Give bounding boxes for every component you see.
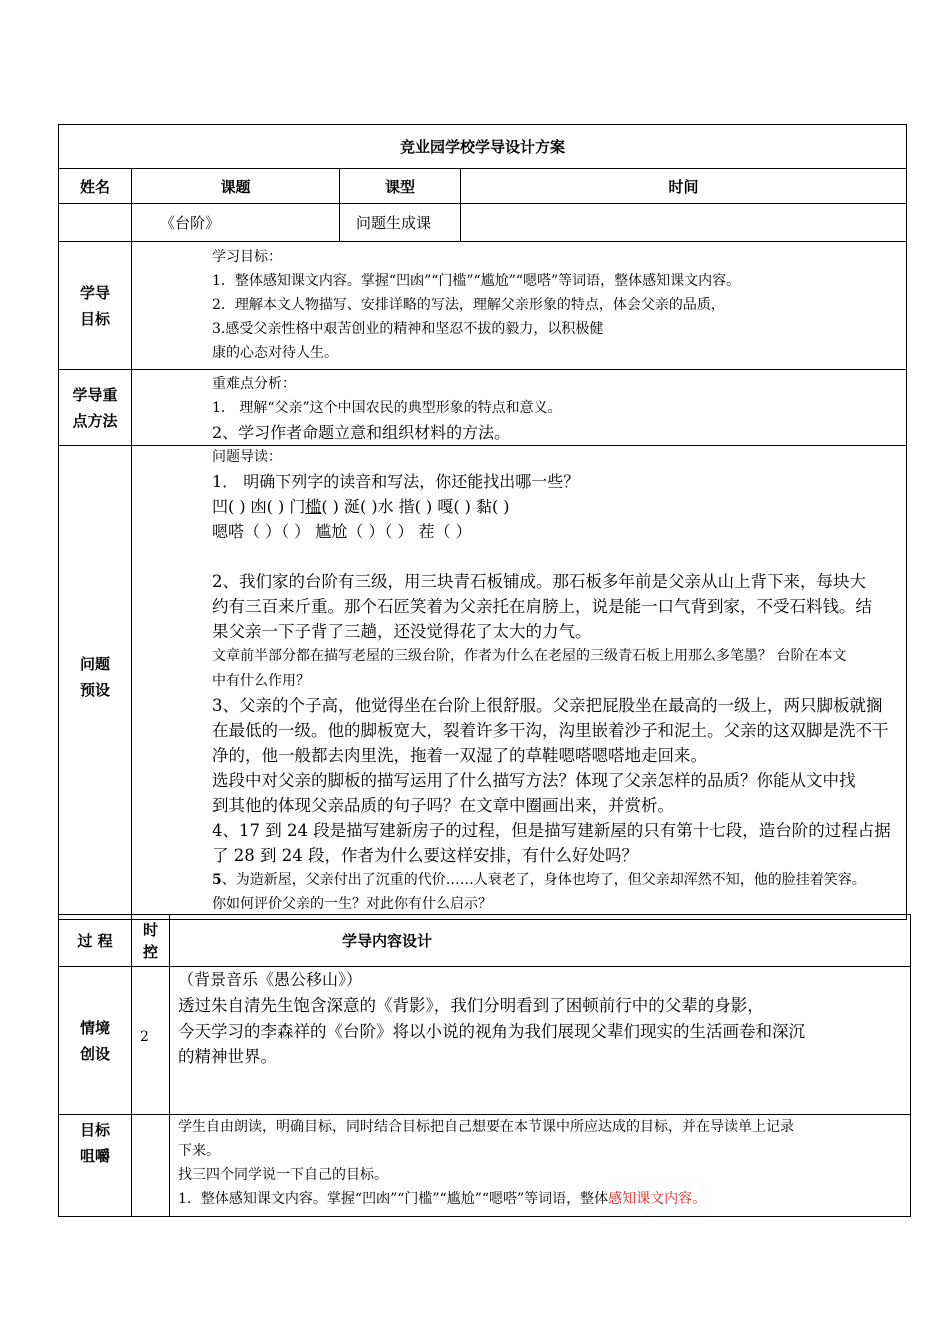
question-3-text-1: 3、父亲的个子高，他觉得坐在台阶上很舒服。父亲把屁股坐在最高的一级上，两只脚板就搁 (212, 696, 883, 715)
question-2-ask-1: 文章前半部分都在描写老屋的三级台阶，作者为什么在老屋的三级青石板上用那么多笔墨？ 台阶在本文 (212, 648, 847, 664)
goals-label: 学导 目标 (59, 242, 132, 370)
goal-1: 1．整体感知课文内容。掌握“凹凼”“门槛”“尴尬”“嗯嗒”等词语，整体感知课文内容。 (212, 273, 741, 289)
goal-3: 3.感受父亲性格中艰苦创业的精神和坚忍不拔的毅力，以积极健 (212, 321, 604, 337)
situation-label: 情境 创设 (59, 967, 132, 1115)
goals-heading: 学习目标： (212, 249, 282, 265)
question-1-chars: 凹( ) 凼( ) 门槛( ) 涎( )水 揩( ) 嘎( ) 黏( ) (212, 497, 510, 516)
question-4-text-2: 了 28 到 24 段，作者为什么要这样安排，有什么好处吗？ (212, 846, 638, 865)
questions-content (132, 446, 907, 920)
keypoint-2: 2、学习作者命题立意和组织材料的方法。 (212, 423, 511, 442)
question-5-text-1: 5、为造新屋，父亲付出了沉重的代价……人衰老了，身体也垮了，但父亲却浑然不知，他的脸挂着笑容。 (212, 872, 866, 888)
keypoint-1: 1． 理解“父亲”这个中国农民的典型形象的特点和意义。 (212, 400, 562, 416)
goal-chew-content (170, 1115, 911, 1217)
keypoints-content (132, 370, 907, 446)
goal-chew-label: 目标 咀嚼 (59, 1115, 132, 1217)
goal-chew-line-4: 1．整体感知课文内容。掌握“凹凼”“门槛”“尴尬”“嗯嗒”等词语，整体感知课文内容。 (178, 1191, 707, 1207)
topic-value: 《台阶》 (132, 204, 340, 242)
goal-2: 2．理解本文人物描写、安排详略的写法，理解父亲形象的特点，体会父亲的品质， (212, 297, 725, 313)
time-control-header: 时 控 (132, 915, 170, 967)
highlighted-text: 感知课文内容。 (608, 1191, 707, 1207)
goals-content (132, 242, 907, 370)
goal-3-cont: 康的心态对待人生。 (212, 345, 338, 361)
situation-time: 2 (132, 967, 170, 1115)
goal-chew-time (132, 1115, 170, 1217)
goal-chew-line-2: 下来。 (178, 1143, 220, 1159)
document-title: 竞业园学校学导设计方案 (59, 125, 907, 169)
keypoints-heading: 重难点分析： (212, 376, 296, 392)
time-value (461, 204, 907, 242)
name-value (59, 204, 132, 242)
question-2-ask-2: 中有什么作用？ (212, 673, 310, 689)
question-3-ask-1: 选段中对父亲的脚板的描写运用了什么描写方法？体现了父亲怎样的品质？你能从文中找 (212, 771, 856, 790)
type-header: 课型 (340, 169, 461, 204)
topic-header: 课题 (132, 169, 340, 204)
design-table (58, 124, 907, 920)
situation-line-3: 今天学习的李森祥的《台阶》将以小说的视角为我们展现父辈们现实的生活画卷和深沉 (178, 1022, 805, 1041)
question-2-text-2: 约有三百来斤重。那个石匠笑着为父亲托在肩膀上，说是能一口气背到家，不受石料钱。结 (212, 597, 872, 616)
situation-content (170, 967, 911, 1115)
questions-heading: 问题导读： (212, 449, 282, 465)
questions-label: 问题 预设 (59, 446, 132, 920)
situation-line-1: （背景音乐《愚公移山》） (178, 970, 363, 989)
goal-chew-line-1: 学生自由朗读，明确目标，同时结合目标把自己想要在本节课中所应达成的目标，并在导读单上记录 (178, 1119, 794, 1135)
situation-line-2: 透过朱自清先生饱含深意的《背影》，我们分明看到了困顿前行中的父辈的身影， (178, 996, 764, 1015)
content-design-header: 学导内容设计 (170, 915, 911, 967)
question-2-text-3: 果父亲一下子背了三趟，还没觉得花了太大的力气。 (212, 622, 592, 641)
process-header: 过 程 (59, 915, 132, 967)
question-3-ask-2: 到其他的体现父亲品质的句子吗？在文章中圈画出来，并赏析。 (212, 796, 674, 815)
type-value: 问题生成课 (340, 204, 461, 242)
question-1: 1． 明确下列字的读音和写法，你还能找出哪一些？ (212, 472, 580, 491)
question-2-text-1: 2、我们家的台阶有三级，用三块青石板铺成。那石板多年前是父亲从山上背下来，每块大 (212, 572, 866, 591)
goal-chew-line-3: 找三四个同学说一下自己的目标。 (178, 1167, 388, 1183)
name-header: 姓名 (59, 169, 132, 204)
process-table (58, 914, 911, 1217)
question-3-text-3: 净的，他一般都去肉里洗，拖着一双湿了的草鞋嗯嗒嗯嗒地走回来。 (212, 746, 707, 765)
situation-line-4: 的精神世界。 (178, 1047, 277, 1066)
keypoints-label: 学导重 点方法 (59, 370, 132, 446)
time-header: 时间 (461, 169, 907, 204)
question-1-chars-2: 嗯嗒（ ）（ ） 尴尬（ ）（ ） 茬（ ） (212, 522, 472, 541)
question-3-text-2: 在最低的一级。他的脚板宽大，裂着许多干沟，沟里嵌着沙子和泥土。父亲的这双脚是洗不干 (212, 721, 889, 740)
question-4-text-1: 4、17 到 24 段是描写建新房子的过程，但是描写建新屋的只有第十七段，造台阶的过程占据 (212, 821, 891, 840)
question-5-text-2: 你如何评价父亲的一生？对此你有什么启示？ (212, 896, 492, 912)
